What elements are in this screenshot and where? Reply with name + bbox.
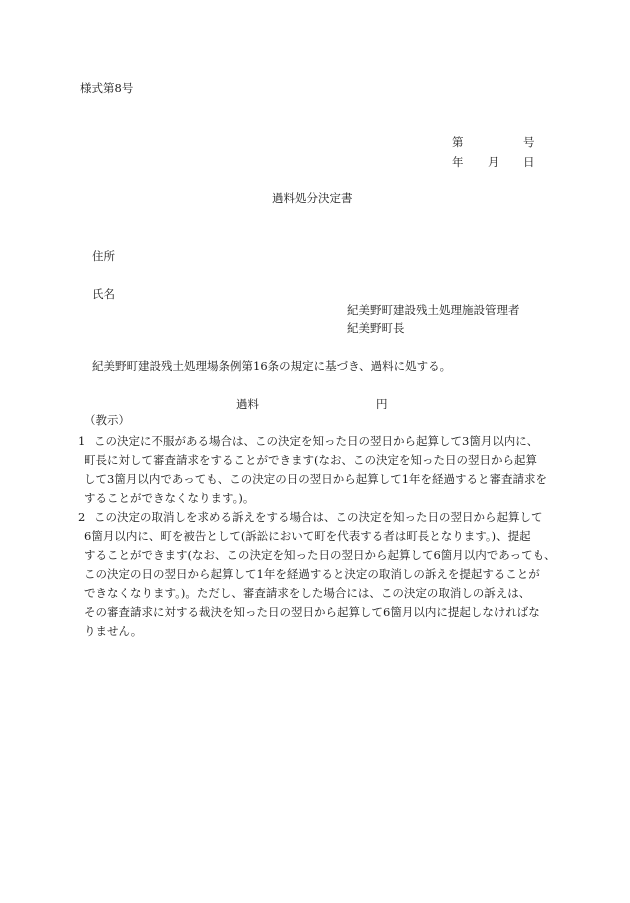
fine-label: 過料 [236,397,259,411]
notice-line: この決定の日の翌日から起算して1年を経過すると決定の取消しの訴えを提起することが [84,567,540,581]
issuer-mayor: 紀美野町長 [347,321,405,335]
notice-item-1 [78,432,558,508]
date-day: 日 [523,155,535,169]
name-label: 氏名 [92,287,115,301]
notice-line: することができなくなります。)。 [84,491,255,505]
document-title: 過料処分決定書 [272,191,353,205]
notice-line: することができます(なお、この決定を知った日の翌日から起算して6箇月以内であっても、 [84,548,556,562]
notice-line: りません。 [84,624,143,638]
document-number-suffix: 号 [523,135,535,149]
notice-line: できなくなります。)。ただし、審査請求をした場合には、この決定の取消しの訴えは、 [84,586,531,600]
address-label: 住所 [92,249,115,263]
notice-line: その審査請求に対する裁決を知った日の翌日から起算して6箇月以内に提起しなければな [84,605,540,619]
fine-unit: 円 [376,397,388,411]
notice-number: 1 [78,434,86,448]
decision-main-text: 紀美野町建設残土処理場条例第16条の規定に基づき、過料に処する。 [92,359,452,373]
form-number: 様式第8号 [80,81,134,95]
notice-line: 6箇月以内に、町を被告として(訴訟において町を代表する者は町長となります。)、提起 [84,529,531,543]
date-year: 年 [452,155,464,169]
issuer-facility-manager: 紀美野町建設残土処理施設管理者 [347,303,520,317]
notice-line: この決定に不服がある場合は、この決定を知った日の翌日から起算して3箇月以内に、 [94,434,539,448]
instruction-notices [78,432,558,641]
document-number-prefix: 第 [452,135,464,149]
date-month: 月 [488,155,500,169]
notice-item-2 [78,508,558,641]
notice-line: 町長に対して審査請求をすることができます(なお、この決定を知った日の翌日から起算 [84,453,537,467]
instruction-heading: （教示） [84,413,130,427]
notice-line: この決定の取消しを求める訴えをする場合は、この決定を知った日の翌日から起算して [94,510,543,524]
notice-line: して3箇月以内であっても、この決定の日の翌日から起算して1年を経過すると審査請求を [84,472,548,486]
notice-number: 2 [78,510,86,524]
